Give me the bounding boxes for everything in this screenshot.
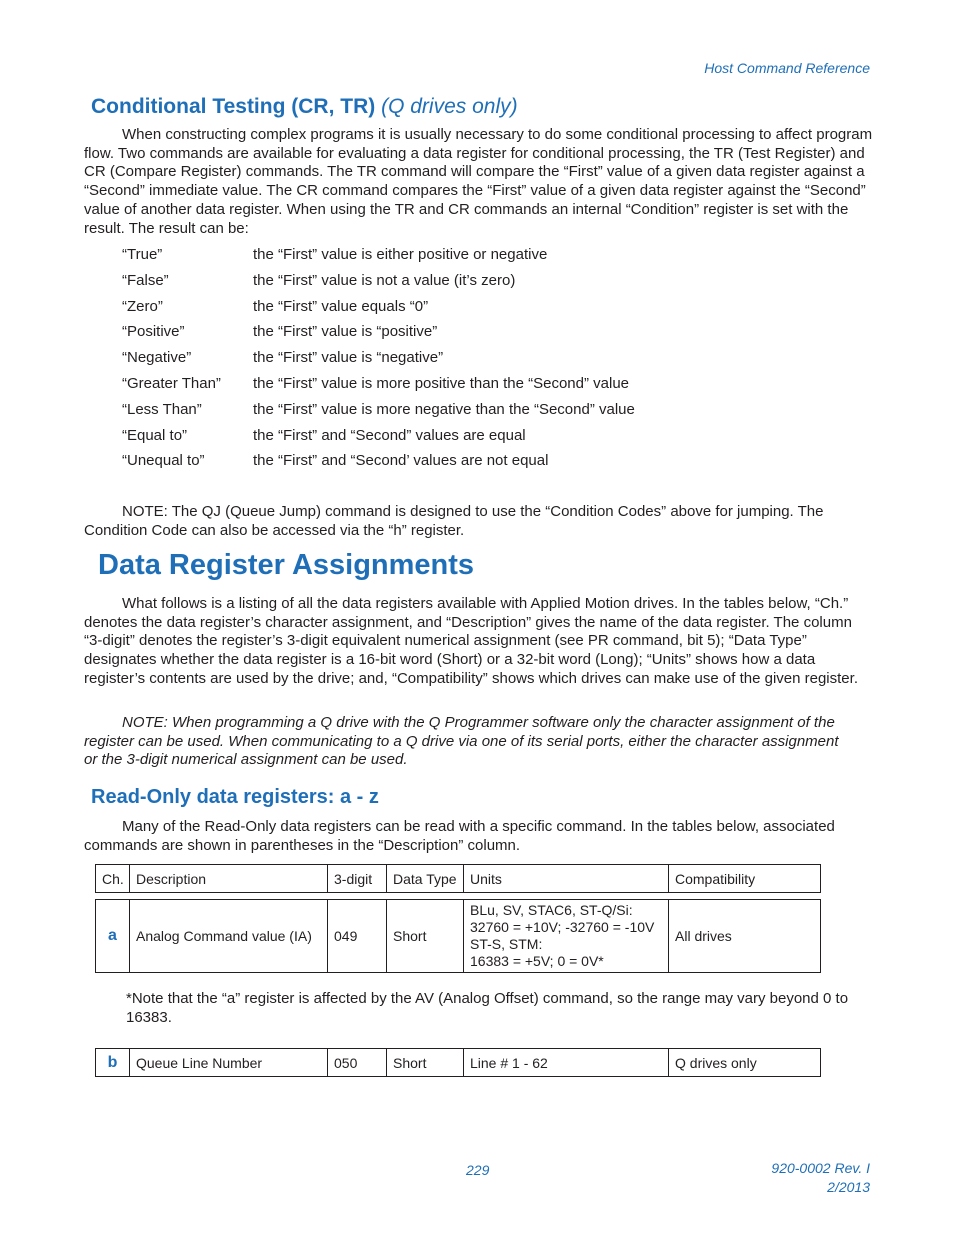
readonly-title: Read-Only data registers: a - z [91, 786, 379, 808]
register-table-header [95, 864, 821, 893]
readonly-intro: Many of the Read-Only data registers can be read with a specific command. In the tables below, associated commands are shown in parentheses in the “Description” column. [84, 818, 835, 854]
register-units: BLu, SV, STAC6, ST-Q/Si: 32760 = +10V; -32760 = -10V ST-S, STM: 16383 = +5V; 0 = 0V* [464, 900, 669, 973]
register-table-a [95, 899, 821, 973]
condition-code-note: NOTE: The QJ (Queue Jump) command is designed to use the “Condition Codes” above for jumping. The Condition Code can also be accessed via the “h” register. [84, 503, 824, 539]
column-header-data-type: Data Type [387, 865, 464, 893]
register-a-note: *Note that the “a” register is affected by the AV (Analog Offset) command, so the range may vary beyond 0 to 16383. [126, 990, 849, 1026]
conditional-subtitle: (Q drives only) [381, 95, 518, 118]
register-compatibility: All drives [669, 900, 821, 973]
register-description: Queue Line Number [130, 1049, 328, 1077]
assignments-intro: What follows is a listing of all the data registers available with Applied Motion drives. In the tables below, “Ch.” denotes the data register’s character assignment, and “Description” gives the name of the data register. The column “3-digit” denotes the register’s 3-digit equivalent numerical assignment (see PR command, bit 5); “Data Type” designates whether the data register is a 16-bit word (Short) or a 32-bit word (Long); “Units” shows how a data register’s contents are used by the drive; and, “Compatibility” shows which drives can make use of the given register. [84, 595, 858, 687]
register-3-digit: 050 [328, 1049, 387, 1077]
column-header-ch: Ch. [96, 865, 130, 893]
document-date: 2/2013 [827, 1179, 870, 1195]
register-char: b [96, 1049, 130, 1077]
register-char: a [96, 900, 130, 973]
column-header-description: Description [130, 865, 328, 893]
conditional-heading [91, 95, 518, 119]
register-description: Analog Command value (IA) [130, 900, 328, 973]
column-header-3-digit: 3-digit [328, 865, 387, 893]
register-3-digit: 049 [328, 900, 387, 973]
register-data-type: Short [387, 1049, 464, 1077]
conditional-intro: When constructing complex programs it is usually necessary to do some conditional processing to affect program flow. Two commands are available for evaluating a data register for conditional processing, the TR (Test Register) and CR (Compare Register) commands. The TR command will compare the “First” value of a given data register against a “Second” immediate value. The CR command compares the “First” value of a given data register against the “Second” value of another data register. When using the TR and CR commands an internal “Condition” register is set with the result. The result can be: [84, 126, 873, 237]
table-row [96, 1049, 821, 1077]
register-units: Line # 1 - 62 [464, 1049, 669, 1077]
register-table-b [95, 1048, 821, 1077]
register-data-type: Short [387, 900, 464, 973]
assignments-title: Data Register Assignments [98, 549, 475, 581]
document-revision: 920-0002 Rev. I [771, 1160, 870, 1176]
assignments-note: NOTE: When programming a Q drive with the Q Programmer software only the character assignment of the register can be used. When communicating to a Q drive via one of its serial ports, either the character assignment or the 3-digit numerical assignment can be used. [84, 714, 839, 769]
conditional-title: Conditional Testing (CR, TR) [91, 95, 376, 118]
column-header-compatibility: Compatibility [669, 865, 821, 893]
page-number: 229 [466, 1162, 490, 1178]
table-row [96, 900, 821, 973]
column-header-units: Units [464, 865, 669, 893]
running-header: Host Command Reference [704, 60, 870, 76]
document-id [771, 1159, 870, 1197]
register-compatibility: Q drives only [669, 1049, 821, 1077]
